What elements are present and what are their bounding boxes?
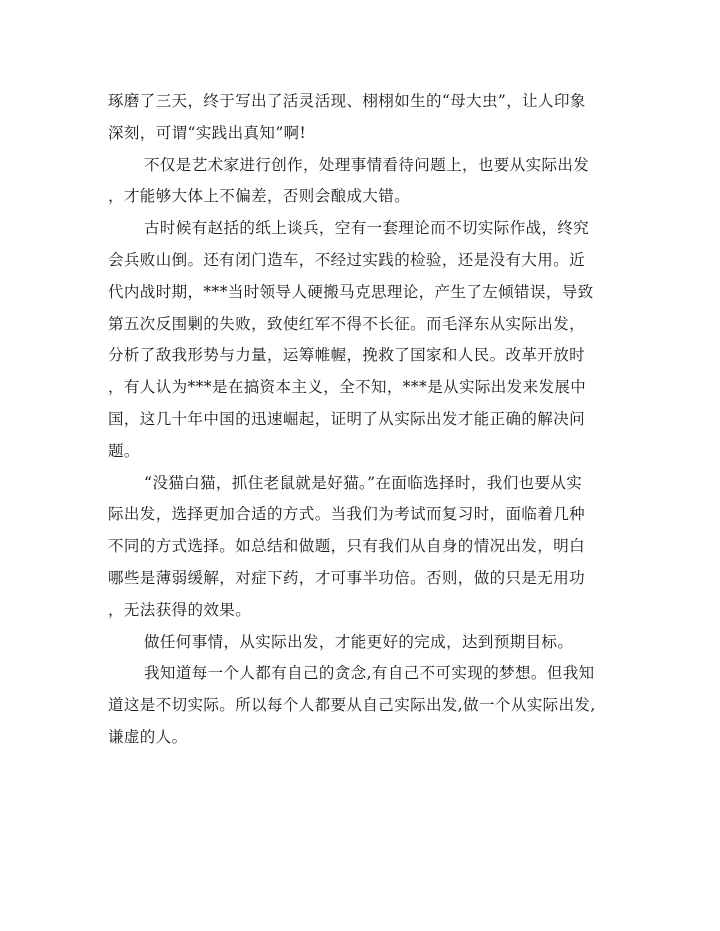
text-line: 不仅是艺术家进行创作，处理事情看待问题上，也要从实际出发 (144, 155, 590, 174)
paragraph-6 (108, 658, 628, 753)
text-line: 做任何事情，从实际出发，才能更好的完成，达到预期目标。 (144, 632, 574, 651)
text-line: 古时候有赵括的纸上谈兵，空有一套理论而不切实际作战，终究 (144, 219, 590, 238)
text-line: ，才能够大体上不偏差，否则会酿成大错。 (108, 187, 411, 206)
text-line: 哪些是薄弱缓解，对症下药，才可事半功倍。否则，做的只是无用功 (108, 568, 586, 587)
text-line: 会兵败山倒。还有闭门造车，不经过实践的检验，还是没有大用。近 (108, 250, 586, 269)
text-line: 题。 (108, 441, 140, 460)
text-line: 第五次反围剿的失败，致使红军不得不长征。而毛泽东从实际出发， (108, 314, 586, 333)
paragraph-3 (108, 213, 628, 467)
text-line: ，无法获得的效果。 (108, 600, 252, 619)
paragraph-5 (108, 627, 628, 659)
text-line: 琢磨了三天，终于写出了活灵活现、栩栩如生的“母大虫”，让人印象 (108, 92, 586, 110)
text-line: 谦虚的人。 (108, 727, 188, 746)
document-body (108, 86, 628, 754)
text-line: 不同的方式选择。如总结和做题，只有我们从自身的情况出发，明白 (108, 537, 586, 556)
paragraph-4 (108, 468, 628, 627)
text-line: 代内战时期，***当时领导人硬搬马克思理论，产生了左倾错误，导致 (108, 282, 594, 301)
text-line: ，有人认为***是在搞资本主义，全不知，***是从实际出发来发展中 (108, 378, 587, 397)
text-line: “没猫白猫，抓住老鼠就是好猫。”在面临选择时，我们也要从实 (144, 473, 583, 492)
text-line: 道这是不切实际。所以每个人都要从自己实际出发,做一个从实际出发, (108, 696, 596, 715)
text-line: 际出发，选择更加合适的方式。当我们为考试而复习时，面临着几种 (108, 505, 586, 524)
text-line: 深刻，可谓“实践出真知”啊! (108, 123, 307, 142)
text-line: 国，这几十年中国的迅速崛起，证明了从实际出发才能正确的解决问 (108, 409, 586, 428)
text-line: 分析了敌我形势与力量，运筹帷幄，挽救了国家和人民。改革开放时 (108, 346, 586, 365)
text-line: 我知道每一个人都有自己的贪念,有自己不可实现的梦想。但我知 (144, 664, 595, 683)
paragraph-2 (108, 150, 628, 214)
paragraph-1 (108, 86, 628, 150)
